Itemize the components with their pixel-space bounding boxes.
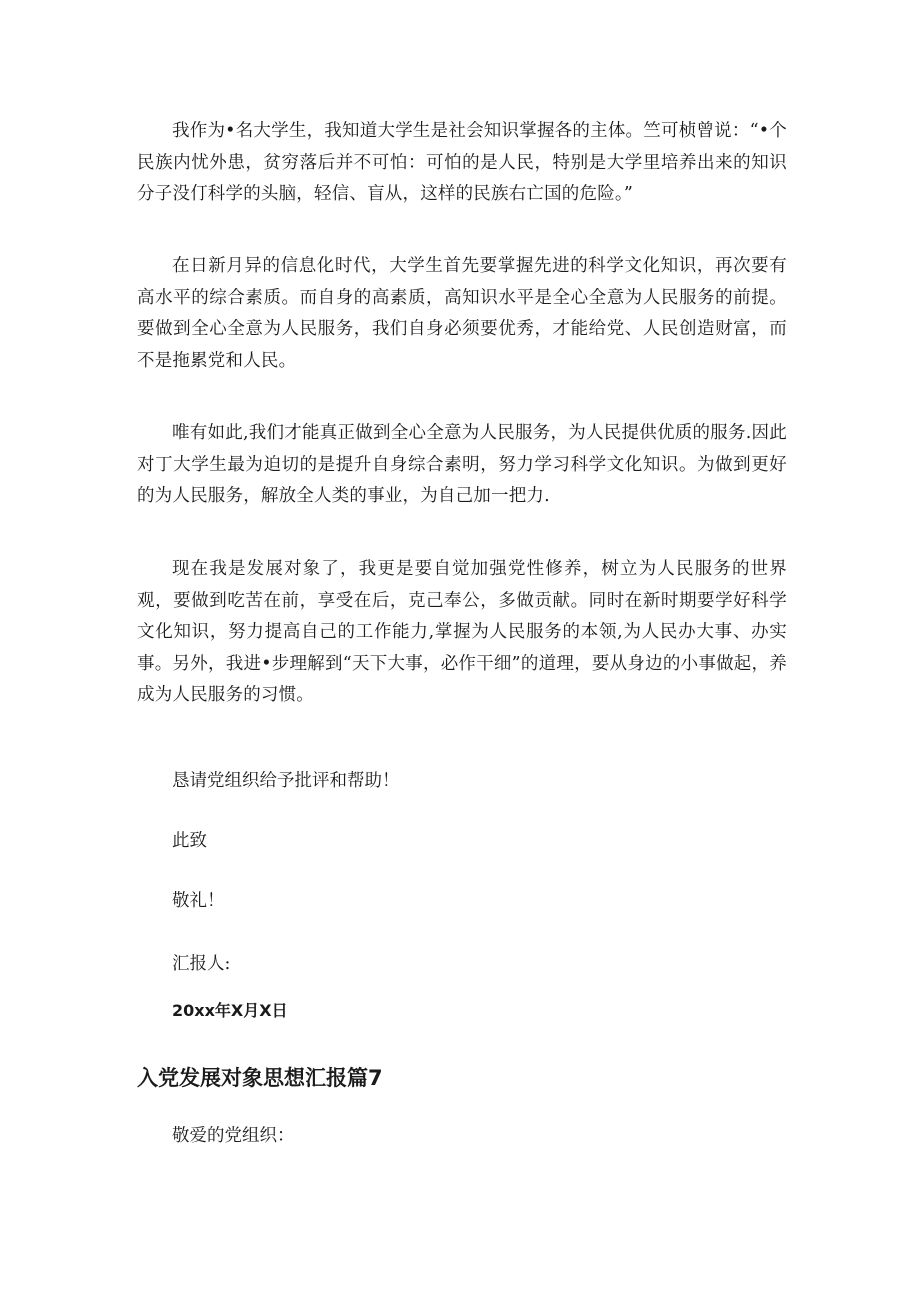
paragraph-3: 唯有如此,我们才能真正做到全心全意为人民服务，为人民提供优质的服务.因此对丁大学生最为迫切的是提升自身综合素明，努力学习科学文化知识。为做到更好的为人民服务，解放全人类的事业，为自己加一把力. [137,423,787,506]
paragraph-1: 我作为•名大学生，我知道大学生是社会知识掌握各的主体。竺可桢曾说：“•个民族内忧外患，贫穷落后并不可怕：可怕的是人民，特别是大学里培养出来的知识分子没仃科学的头脑，轻信、盲从，这样的民族右亡国的危险。” [137,121,787,204]
section-heading: 入党发展对象思想汇报篇7 [137,1066,383,1090]
salutation: 敬爱的党组织： [172,1126,295,1146]
request-line: 恳请党组织给予批评和帮助！ [172,771,400,791]
report-date: 20xx年X月X日 [172,1001,288,1020]
closing-greeting: 此致 [172,831,207,851]
paragraph-4: 现在我是发展对象了，我更是要自觉加强党性修养，树立为人民服务的世界观，要做到吃苦在前，享受在后，克己奉公，多做贡献。同时在新时期要学好科学文化知识，努力提高自己的工作能力,掌握为人民服务的本领,为人民办大事、办实事。另外，我进•步理解到“天下大事，必作干细”的道理，要从身边的小事做起，养成为人民服务的习惯。 [137,559,787,705]
reporter-label: 汇报人: [172,954,231,974]
closing-salute: 敬礼！ [172,891,225,911]
paragraph-2: 在日新月异的信息化时代，大学生首先要掌握先进的科学文化知识，再次要有高水平的综合素质。而自身的高素质，高知识水平是全心全意为人民服务的前提。要做到全心全意为人民服务，我们自身必须要优秀，才能给党、人民创造财富，而不是拖累党和人民。 [137,256,787,371]
